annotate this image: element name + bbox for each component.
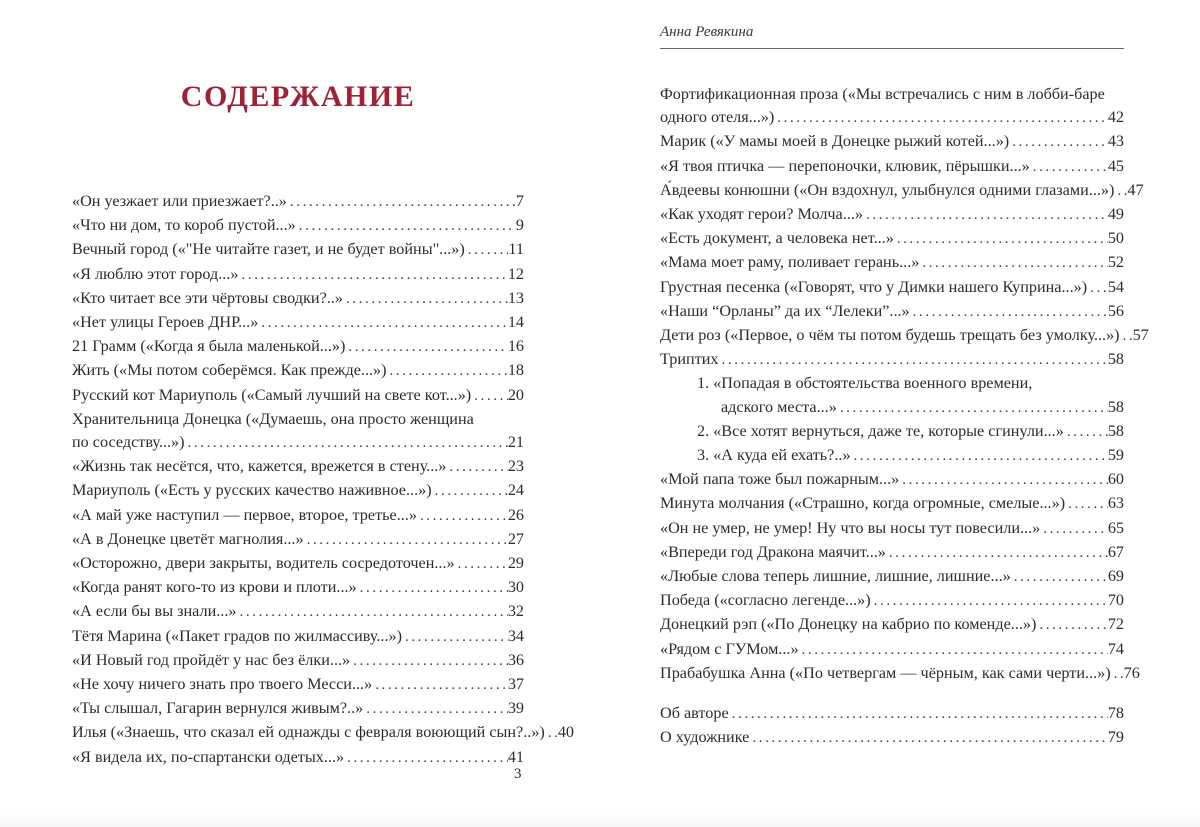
toc-dot-leader xyxy=(347,746,508,770)
toc-entry-page-number: 47 xyxy=(1127,180,1144,199)
toc-entry-title: Илья («Знаешь, что сказал ей однажды с февраля воюющий сын?..») xyxy=(72,723,545,742)
toc-entry-title: Жить («Мы потом соберёмся. Как прежде...») xyxy=(72,361,387,380)
toc-right-page xyxy=(660,24,1149,750)
toc-dot-leader xyxy=(474,384,508,408)
toc-entry-page-number: 24 xyxy=(507,481,524,500)
toc-entry-page-number: 45 xyxy=(1107,156,1124,175)
toc-entry-page-number: 63 xyxy=(1107,494,1124,513)
toc-entry-title: Триптих xyxy=(660,350,719,369)
toc-entry-page-number: 54 xyxy=(1107,277,1124,296)
toc-entry-page-number: 7 xyxy=(515,192,524,210)
toc-entry xyxy=(660,726,1124,750)
toc-entry-title: Марик («У мамы моей в Донецке рыжий котей...») xyxy=(660,132,1010,151)
toc-dot-leader xyxy=(889,541,1108,565)
toc-entry xyxy=(660,348,1124,372)
toc-dot-leader xyxy=(366,697,508,721)
toc-entry xyxy=(660,324,1149,348)
toc-entry-title: «А если бы вы знали...» xyxy=(72,602,237,621)
toc-entry-page-number: 78 xyxy=(1107,704,1124,723)
toc-entry-page-number: 57 xyxy=(1132,326,1149,345)
toc-entry xyxy=(72,504,524,528)
toc-entry xyxy=(660,702,1124,726)
toc-dot-leader xyxy=(307,528,508,552)
toc-entry xyxy=(72,697,524,721)
toc-entry-title: «Рядом с ГУМом...» xyxy=(660,639,799,658)
toc-entry xyxy=(72,359,524,383)
toc-entry-page-number: 20 xyxy=(507,385,524,404)
toc-entry xyxy=(660,468,1124,492)
toc-dot-leader xyxy=(1033,155,1108,179)
toc-dot-leader xyxy=(449,455,507,479)
toc-entry-title: 21 Грамм («Когда я была маленькой...») xyxy=(72,337,346,356)
toc-entry xyxy=(660,541,1124,565)
toc-entry xyxy=(72,455,524,479)
toc-title: СОДЕРЖАНИЕ xyxy=(180,80,416,113)
toc-entry xyxy=(72,263,524,287)
toc-entry-page-number: 32 xyxy=(507,602,524,621)
toc-entry-title: «Как уходят герои? Молча...» xyxy=(660,205,863,224)
toc-dot-leader xyxy=(548,721,558,745)
toc-entry xyxy=(72,287,524,311)
toc-dot-leader xyxy=(854,444,1108,468)
toc-entry-page-number: 34 xyxy=(507,626,524,645)
toc-entry xyxy=(660,155,1124,179)
toc-entry xyxy=(72,673,524,697)
toc-dot-leader xyxy=(1068,492,1108,516)
toc-entry-title: «Я люблю этот город...» xyxy=(72,264,239,283)
toc-entry-page-number: 49 xyxy=(1107,205,1124,224)
toc-list-left xyxy=(72,190,574,770)
toc-entry-title: Грустная песенка («Говорят, что у Димки нашего Куприна...») xyxy=(660,277,1088,296)
toc-dot-leader xyxy=(722,348,1108,372)
toc-dot-leader xyxy=(732,702,1108,726)
toc-entry-title: «Нет улицы Героев ДНР...» xyxy=(72,313,259,332)
toc-entry-title: «Есть документ, а человека нет...» xyxy=(660,229,894,248)
toc-entry-page-number: 37 xyxy=(507,675,524,694)
toc-entry-title: Русский кот Мариуполь («Самый лучший на свете кот...») xyxy=(72,385,472,404)
toc-entry-title: «А май уже наступил — первое, второе, третье...» xyxy=(72,505,417,524)
toc-dot-leader xyxy=(1117,179,1127,203)
toc-entry-title: О художнике xyxy=(660,728,750,747)
toc-entry xyxy=(660,420,1124,444)
toc-dot-leader xyxy=(1090,276,1108,300)
toc-entry-page-number: 11 xyxy=(508,240,524,259)
toc-dot-leader xyxy=(874,589,1108,613)
toc-entry xyxy=(660,251,1124,275)
toc-entry-page-number: 60 xyxy=(1107,470,1124,489)
toc-entry xyxy=(72,528,524,552)
toc-entry xyxy=(660,300,1124,324)
toc-dot-leader xyxy=(777,106,1108,130)
toc-entry xyxy=(72,335,524,359)
toc-entry-title: «Он уезжает или приезжает?..» xyxy=(72,192,287,210)
toc-entry-title: «Жизнь так несётся, что, кажется, врежется в стену...» xyxy=(72,457,447,476)
toc-entry xyxy=(660,565,1124,589)
toc-left-page xyxy=(72,80,574,770)
toc-entry-page-number: 29 xyxy=(507,554,524,573)
toc-entry xyxy=(660,662,1140,686)
toc-entry xyxy=(660,589,1124,613)
toc-dot-leader xyxy=(913,300,1108,324)
toc-entry-page-number: 43 xyxy=(1107,132,1124,151)
toc-dot-leader xyxy=(239,600,507,624)
toc-entry-page-number: 56 xyxy=(1107,301,1124,320)
toc-entry-page-number: 74 xyxy=(1107,639,1124,658)
toc-entry-page-number: 18 xyxy=(507,361,524,380)
toc-entry xyxy=(72,238,524,262)
toc-entry-title: «Осторожно, двери закрыты, водитель сосредоточен...» xyxy=(72,554,455,573)
toc-entry-page-number: 67 xyxy=(1107,542,1124,561)
toc-entry-title: Минута молчания («Страшно, когда огромные, смелые...») xyxy=(660,494,1066,513)
toc-dot-leader xyxy=(802,638,1108,662)
toc-dot-leader xyxy=(261,311,508,335)
toc-entry-page-number: 16 xyxy=(507,337,524,356)
toc-entry xyxy=(660,179,1144,203)
toc-entry-title: А́вдеевы конюшни («Он вздохнул, улыбнулся одними глазами...») xyxy=(660,180,1115,199)
toc-entry-title: «Не хочу ничего знать про твоего Месси...» xyxy=(72,675,373,694)
toc-dot-leader xyxy=(458,552,508,576)
toc-dot-leader xyxy=(1114,662,1124,686)
toc-entry-title: «И Новый год пройдёт у нас без ёлки...» xyxy=(72,650,351,669)
toc-entry-title: «Мой папа тоже был пожарным...» xyxy=(660,470,900,489)
toc-entry-page-number: 42 xyxy=(1107,108,1124,127)
toc-entry-page-number: 69 xyxy=(1107,567,1124,586)
toc-dot-leader xyxy=(1039,613,1107,637)
toc-entry xyxy=(72,625,524,649)
toc-entry xyxy=(660,372,1124,419)
toc-entry xyxy=(660,130,1124,154)
toc-entry xyxy=(660,203,1124,227)
toc-entry-page-number: 58 xyxy=(1107,350,1124,369)
toc-dot-leader xyxy=(346,287,508,311)
toc-entry xyxy=(72,214,524,238)
toc-entry-page-number: 27 xyxy=(507,529,524,548)
toc-entry xyxy=(72,384,524,408)
toc-entry-title: Мариуполь («Есть у русских качество наживное...») xyxy=(72,481,432,500)
toc-entry-page-number: 58 xyxy=(1107,397,1124,416)
toc-entry-page-number: 79 xyxy=(1107,728,1124,747)
toc-entry-page-number: 12 xyxy=(507,264,524,283)
toc-entry-page-number: 52 xyxy=(1107,253,1124,272)
toc-entry-page-number: 76 xyxy=(1123,663,1140,682)
toc-entry-title: «Любые слова теперь лишние, лишние, лишние...» xyxy=(660,567,1011,586)
toc-entry-page-number: 72 xyxy=(1107,615,1124,634)
toc-entry-title: «Что ни дом, то короб пустой...» xyxy=(72,216,296,235)
toc-entry-title-first-line: Хранительница Донецка («Думаешь, она просто женщина xyxy=(72,409,474,428)
toc-entry xyxy=(660,227,1124,251)
toc-entry-title: Об авторе xyxy=(660,704,729,723)
toc-entry xyxy=(72,311,524,335)
toc-dot-leader xyxy=(1012,130,1108,154)
toc-dot-leader xyxy=(290,190,516,214)
toc-entry-page-number: 14 xyxy=(507,313,524,332)
toc-entry-title: по соседству...») xyxy=(72,433,185,452)
toc-entry-title: 2. «Все хотят вернуться, даже те, которые сгинули...» xyxy=(697,421,1064,440)
toc-entry xyxy=(660,517,1124,541)
toc-dot-leader xyxy=(420,504,508,528)
toc-entry-title: «Он не умер, не умер! Ну что вы носы тут повесили...» xyxy=(660,518,1041,537)
toc-dot-leader xyxy=(897,227,1108,251)
toc-entry-title: 3. «А куда ей ехать?..» xyxy=(697,446,851,465)
running-header-author: Анна Ревякина xyxy=(660,24,1124,49)
toc-dot-leader xyxy=(1067,420,1108,444)
toc-dot-leader xyxy=(405,625,508,649)
toc-dot-leader xyxy=(348,335,507,359)
toc-entry-page-number: 13 xyxy=(507,288,524,307)
toc-dot-leader xyxy=(468,238,509,262)
toc-dot-leader xyxy=(360,576,508,600)
page-number-folio: 3 xyxy=(514,766,522,782)
toc-dot-leader xyxy=(866,203,1108,227)
toc-entry xyxy=(72,408,524,455)
toc-entry-title: «Я видела их, по-спартански одетых...» xyxy=(72,747,345,766)
toc-dot-leader xyxy=(188,431,508,455)
toc-entry-page-number: 58 xyxy=(1107,421,1124,440)
toc-entry xyxy=(72,746,524,770)
toc-entry-title: «Кто читает все эти чёртовы сводки?..» xyxy=(72,288,343,307)
page-edge-shadow xyxy=(0,813,1200,827)
toc-entry-title-first-line: 1. «Попадая в обстоятельства военного времени, xyxy=(697,374,1033,393)
toc-entry xyxy=(72,552,524,576)
toc-entry xyxy=(72,576,524,600)
toc-entry xyxy=(660,83,1124,130)
toc-entry-page-number: 40 xyxy=(557,723,574,742)
toc-entry xyxy=(72,721,574,745)
toc-dot-leader xyxy=(922,251,1107,275)
toc-entry-title: «Я твоя птичка — перепоночки, клювик, пёрышки...» xyxy=(660,156,1030,175)
toc-entry xyxy=(660,492,1124,516)
toc-entry xyxy=(72,190,524,214)
toc-dot-leader xyxy=(1043,517,1108,541)
toc-entry-title: Победа («согласно легенде...») xyxy=(660,591,871,610)
toc-entry-page-number: 9 xyxy=(515,216,524,235)
toc-entry-page-number: 59 xyxy=(1107,446,1124,465)
toc-dot-leader xyxy=(299,214,516,238)
toc-entry-page-number: 26 xyxy=(507,505,524,524)
toc-entry-title: Дети роз («Первое, о чём ты потом будешь трещать без умолку...») xyxy=(660,326,1120,345)
toc-dot-leader xyxy=(840,396,1108,420)
toc-entry-page-number: 41 xyxy=(507,747,524,766)
toc-entry xyxy=(72,649,524,673)
toc-entry xyxy=(660,276,1124,300)
toc-dot-leader xyxy=(353,649,508,673)
toc-dot-leader xyxy=(242,263,508,287)
toc-entry xyxy=(72,479,524,503)
toc-entry-title: одного отеля...») xyxy=(660,108,775,127)
toc-dot-leader xyxy=(1123,324,1133,348)
toc-entry-page-number: 65 xyxy=(1107,518,1124,537)
toc-list-right xyxy=(660,83,1149,750)
toc-entry xyxy=(660,613,1124,637)
toc-dot-leader xyxy=(1014,565,1108,589)
toc-entry-page-number: 21 xyxy=(507,433,524,452)
toc-entry-title: «Впереди год Дракона маячит...» xyxy=(660,542,886,561)
toc-dot-leader xyxy=(435,479,508,503)
toc-entry-page-number: 50 xyxy=(1107,229,1124,248)
toc-entry-page-number: 36 xyxy=(507,650,524,669)
toc-entry-title: «А в Донецке цветёт магнолия...» xyxy=(72,529,304,548)
toc-entry-title: Вечный город («"Не читайте газет, и не будет войны"...») xyxy=(72,240,465,259)
toc-dot-leader xyxy=(375,673,508,697)
toc-entry-title: Прабабушка Анна («По четвергам — чёрным, как сами черти...») xyxy=(660,663,1111,682)
toc-entry-title: адского места...» xyxy=(721,397,837,416)
toc-entry xyxy=(660,444,1124,468)
toc-entry-page-number: 39 xyxy=(507,699,524,718)
toc-entry-title: «Наши “Орланы” да их “Лелеки”...» xyxy=(660,301,910,320)
toc-entry xyxy=(660,638,1124,662)
toc-entry-title: Тётя Марина («Пакет градов по жилмассиву...») xyxy=(72,626,402,645)
toc-entry xyxy=(72,600,524,624)
toc-entry-title: «Когда ранят кого-то из крови и плоти...» xyxy=(72,578,357,597)
toc-entry-title: Донецкий рэп («По Донецку на кабрио по коменде...») xyxy=(660,615,1037,634)
toc-entry-page-number: 23 xyxy=(507,457,524,476)
toc-entry-page-number: 30 xyxy=(507,578,524,597)
toc-dot-leader xyxy=(902,468,1108,492)
toc-entry-title-first-line: Фортификационная проза («Мы встречались с ним в лобби-баре xyxy=(660,85,1105,103)
toc-dot-leader xyxy=(390,359,508,383)
toc-dot-leader xyxy=(752,726,1107,750)
toc-entry-title: «Мама моет раму, поливает герань...» xyxy=(660,253,920,272)
toc-entry-title: «Ты слышал, Гагарин вернулся живым?..» xyxy=(72,699,364,718)
toc-entry-page-number: 70 xyxy=(1107,591,1124,610)
